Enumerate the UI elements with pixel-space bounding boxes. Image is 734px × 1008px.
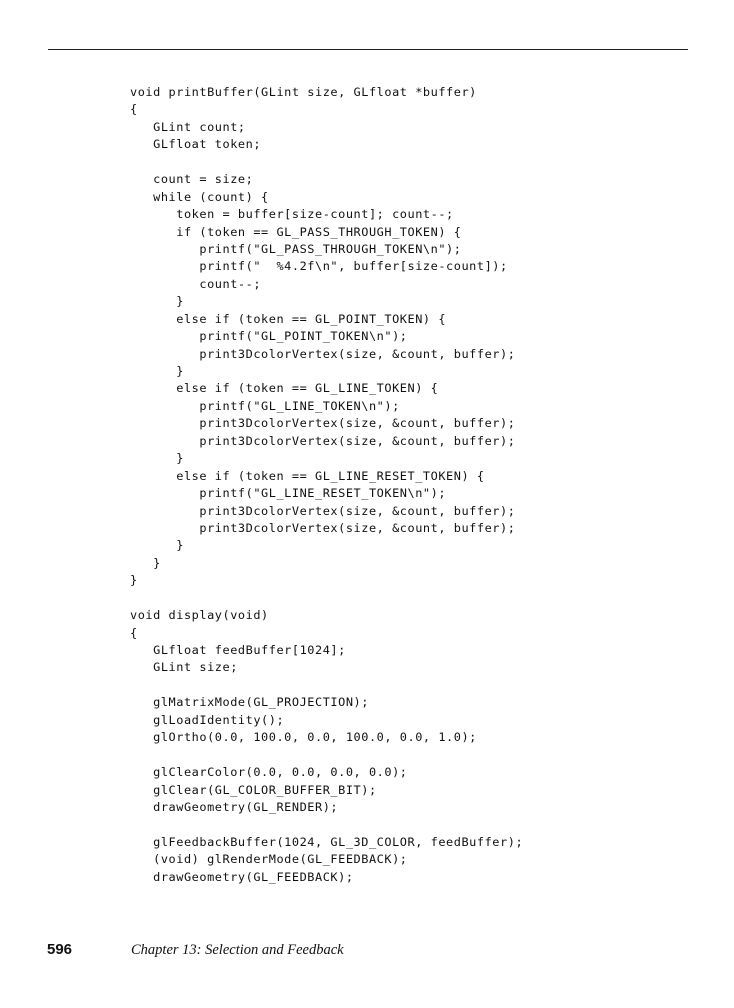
header-rule (48, 49, 688, 50)
code-line: print3DcolorVertex(size, &count, buffer); (130, 416, 516, 431)
code-line: else if (token == GL_LINE_TOKEN) { (130, 381, 439, 396)
code-line: count = size; (130, 172, 254, 187)
code-line: } (130, 451, 184, 466)
code-line (130, 747, 523, 764)
code-line: print3DcolorVertex(size, &count, buffer); (130, 520, 516, 535)
code-line: void display(void) (130, 608, 269, 623)
code-line: print3DcolorVertex(size, &count, buffer); (130, 433, 516, 448)
code-line (130, 677, 523, 694)
code-line: glFeedbackBuffer(1024, GL_3D_COLOR, feedBuffer); (130, 834, 524, 849)
code-line: GLint size; (130, 660, 238, 675)
code-listing (130, 84, 523, 886)
code-line: printf("GL_POINT_TOKEN\n"); (130, 329, 408, 344)
code-line: } (130, 364, 184, 378)
code-line: else if (token == GL_POINT_TOKEN) { (130, 311, 447, 326)
code-line: printf(" %4.2f\n", buffer[size-count]); (130, 259, 508, 274)
code-line (130, 154, 523, 171)
code-line: GLint count; (130, 119, 246, 134)
code-line: glClearColor(0.0, 0.0, 0.0, 0.0); (130, 765, 408, 780)
code-line: drawGeometry(GL_FEEDBACK); (130, 869, 354, 884)
code-line: while (count) { (130, 189, 269, 204)
code-line: count--; (130, 276, 262, 291)
code-line: print3DcolorVertex(size, &count, buffer); (130, 346, 516, 361)
code-line: } (130, 555, 161, 570)
code-line: glOrtho(0.0, 100.0, 0.0, 100.0, 0.0, 1.0); (130, 730, 477, 745)
code-line: GLfloat token; (130, 137, 262, 152)
code-line: GLfloat feedBuffer[1024]; (130, 643, 346, 657)
code-line: { (130, 625, 138, 640)
code-line (130, 590, 523, 607)
code-line: print3DcolorVertex(size, &count, buffer); (130, 503, 516, 518)
code-line: token = buffer[size-count]; count--; (130, 207, 454, 222)
code-line: { (130, 102, 138, 117)
code-line: glMatrixMode(GL_PROJECTION); (130, 695, 369, 710)
code-line: if (token == GL_PASS_THROUGH_TOKEN) { (130, 224, 462, 239)
page-number: 596 (47, 941, 73, 958)
code-line: printf("GL_LINE_RESET_TOKEN\n"); (130, 486, 447, 501)
code-line: drawGeometry(GL_RENDER); (130, 799, 339, 814)
code-line: printf("GL_PASS_THROUGH_TOKEN\n"); (130, 241, 462, 256)
chapter-title: Chapter 13: Selection and Feedback (131, 942, 344, 958)
code-line: } (130, 538, 184, 553)
code-line: printf("GL_LINE_TOKEN\n"); (130, 398, 400, 413)
code-line: } (130, 573, 138, 588)
code-line: } (130, 294, 184, 309)
code-line: glLoadIdentity(); (130, 712, 285, 727)
code-line: void printBuffer(GLint size, GLfloat *buffer) (130, 85, 477, 99)
code-line (130, 816, 523, 833)
code-line: (void) glRenderMode(GL_FEEDBACK); (130, 852, 408, 867)
code-line: else if (token == GL_LINE_RESET_TOKEN) { (130, 468, 485, 483)
code-line: glClear(GL_COLOR_BUFFER_BIT); (130, 782, 377, 797)
